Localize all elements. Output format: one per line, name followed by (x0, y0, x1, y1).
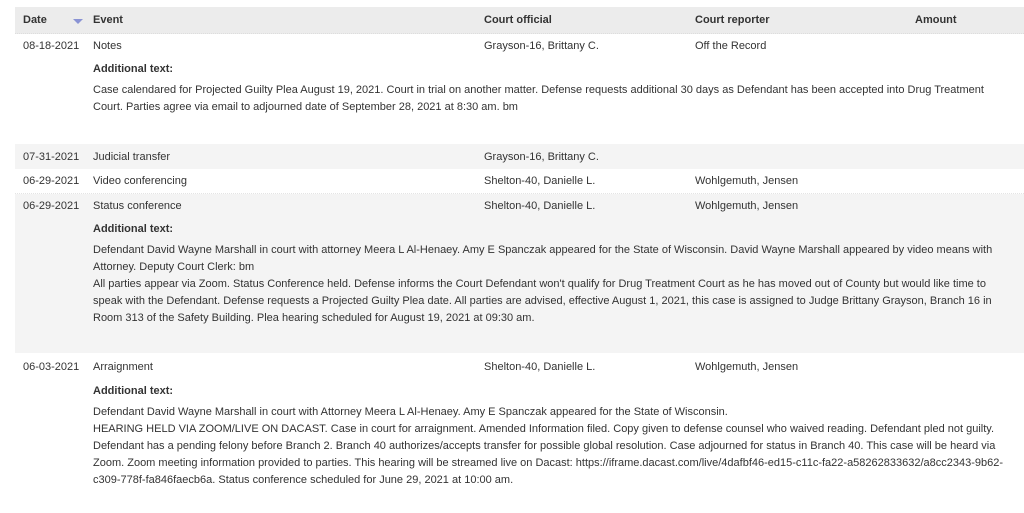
row-date: 08-18-2021 (23, 40, 80, 52)
row-date: 07-31-2021 (23, 150, 80, 163)
column-header-court-reporter[interactable]: Court reporter (695, 14, 770, 26)
table-header (15, 7, 1024, 34)
column-header-event[interactable]: Event (93, 14, 123, 26)
additional-text-paragraph: HEARING HELD VIA ZOOM/LIVE ON DACAST. Case in court for arraignment. Amended Information filed. Copy given to defense counsel who waived reading. Defendant pled not guilty. Defendant has a pending felony before Branch 2. Branch 40 authorizes/accepts transfer for possible global resolution. Case adjourned for status in Branch 40. This case will be heard via Zoom. Zoom meeting information provided to parties. This hearing will be streamed live on Dacast: https://iframe.dacast.com/live/4dafbf46-ed15-c11c-fa22-a58262833632/a8cc2343-9b62-c309-778f-fa846faecb6a. Status conference scheduled for June 29, 2021 at 10:00 am. (93, 423, 1004, 486)
additional-text-label: Additional text: (93, 223, 174, 235)
table-row (15, 34, 1024, 144)
table-row (15, 194, 1024, 353)
row-event: Notes (93, 40, 122, 52)
column-header-court-official[interactable]: Court official (484, 14, 552, 26)
row-date: 06-29-2021 (23, 175, 80, 187)
row-court-reporter: Wohlgemuth, Jensen (695, 360, 799, 373)
row-court-reporter: Wohlgemuth, Jensen (695, 175, 799, 187)
additional-text-paragraph: Defendant David Wayne Marshall in court with Attorney Meera L Al-Henaey. Amy E Spanczak appeared for the State of Wisconsin. (93, 406, 728, 418)
column-header-date[interactable] (15, 14, 93, 26)
table-row (15, 353, 1024, 513)
row-event: Video conferencing (93, 175, 187, 187)
row-court-official: Shelton-40, Danielle L. (484, 200, 596, 212)
additional-text-paragraph: Defendant David Wayne Marshall in court with attorney Meera L Al-Henaey. Amy E Spanczak appeared for the State of Wisconsin. David Wayne Marshall appeared by video means with Attorney. Deputy Court Clerk: bm (93, 244, 993, 273)
court-record-events-table (15, 7, 1024, 513)
additional-text-label: Additional text: (93, 385, 174, 397)
additional-text-paragraph: Case calendared for Projected Guilty Plea August 19, 2021. Court in trial on another matter. Defense requests additional 30 days as Defendant has been accepted into Drug Treatment Court. Parties agree via email to adjourned date of September 28, 2021 at 8:30 am. bm (93, 84, 984, 113)
additional-text-paragraph: All parties appear via Zoom. Status Conference held. Defense informs the Court Defendant won't qualify for Drug Treatment Court as he has moved out of County but would like time to speak with the Defendant. Defense requests a Projected Guilty Plea date. All parties are advised, effective August 1, 2021, this case is assigned to Judge Brittany Grayson, Branch 16 in Room 313 of the Safety Building. Plea hearing scheduled for August 19, 2021 at 09:30 am. (93, 278, 992, 324)
sort-down-icon[interactable] (73, 19, 83, 24)
row-date: 06-29-2021 (23, 200, 80, 212)
additional-text-section (15, 222, 1024, 347)
row-court-official: Shelton-40, Danielle L. (484, 360, 596, 373)
row-event: Arraignment (93, 360, 153, 373)
row-court-official: Shelton-40, Danielle L. (484, 175, 596, 187)
additional-text-label: Additional text: (93, 63, 174, 75)
column-header-amount[interactable]: Amount (915, 14, 957, 26)
row-court-reporter: Wohlgemuth, Jensen (695, 200, 799, 212)
additional-text-section (15, 62, 1024, 136)
additional-text-section (15, 384, 1024, 509)
row-court-official: Grayson-16, Brittany C. (484, 40, 599, 52)
column-header-date-label: Date (23, 14, 47, 26)
row-date: 06-03-2021 (23, 360, 80, 373)
row-court-reporter: Off the Record (695, 40, 767, 52)
row-court-official: Grayson-16, Brittany C. (484, 150, 599, 163)
table-row (15, 169, 1024, 194)
row-event: Status conference (93, 200, 182, 212)
row-event: Judicial transfer (93, 150, 171, 163)
table-row (15, 144, 1024, 169)
